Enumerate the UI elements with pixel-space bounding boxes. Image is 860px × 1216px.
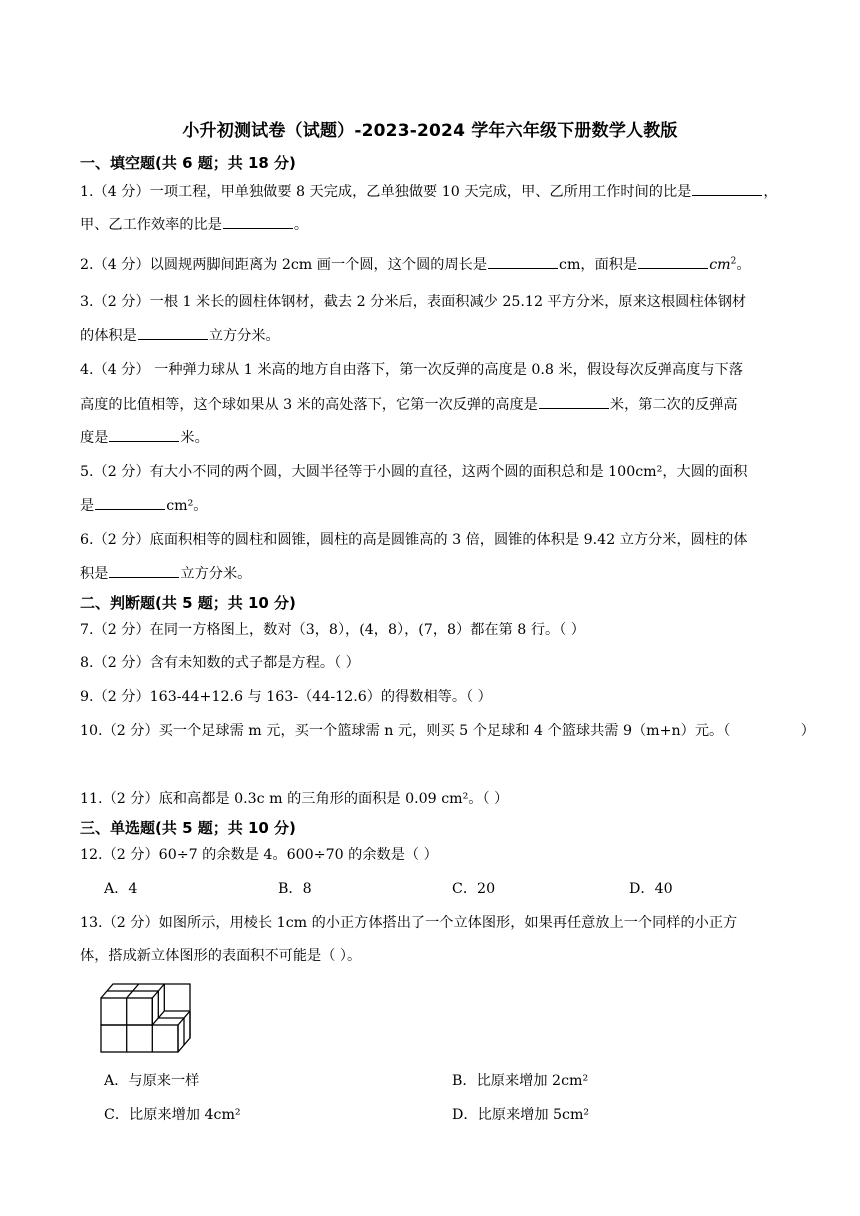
page-title: 小升初测试卷（试题）-2023-2024 学年六年级下册数学人教版 (182, 121, 678, 141)
question-13-line-2: 体，搭成新立体图形的表面积不可能是（ ）。 (80, 948, 362, 964)
option-d[interactable]: D．比原来增加 5cm² (452, 1107, 590, 1123)
question-6-end: 立方分米。 (180, 566, 252, 582)
punct: 。 (736, 257, 751, 273)
punct: 。 (293, 217, 309, 233)
question-3-text-2: 的体积是 (80, 328, 137, 344)
option-a[interactable]: A．4 (104, 881, 138, 897)
question-2 (80, 254, 815, 275)
answer-blank[interactable] (539, 394, 609, 409)
unit-sup: 2 (730, 256, 737, 267)
unit-cm: cm (709, 257, 731, 273)
question-1-line-2 (80, 214, 815, 235)
answer-blank[interactable] (223, 214, 293, 229)
question-4-mid: 米，第二次的反弹高 (609, 397, 738, 413)
question-3-end: 立方分米。 (208, 328, 280, 344)
figure-bottom-row (101, 1025, 178, 1052)
question-9: 9.（2 分）163-44+12.6 与 163-（44-12.6）的得数相等。（ ） (80, 689, 492, 705)
question-4-line-1: 4.（4 分） 一种弹力球从 1 米高的地方自由落下，第一次反弹的高度是 0.8 米，假设每次反弹高度与下落 (80, 362, 743, 378)
question-4-line-3 (80, 427, 815, 448)
option-d[interactable]: D．40 (629, 881, 673, 897)
question-6-text-2: 积是 (80, 566, 109, 582)
question-4-text-2: 高度的比值相等，这个球如果从 3 米的高处落下，它第一次反弹的高度是 (80, 397, 538, 413)
question-4-end: 米。 (180, 430, 209, 446)
answer-blank[interactable] (109, 563, 179, 578)
question-1-text: 1.（4 分）一项工程，甲单独做要 8 天完成，乙单独做要 10 天完成，甲、乙所用工作时间的比是 (80, 184, 692, 200)
section-multiple-choice: 三、单选题(共 5 题；共 10 分) (80, 819, 296, 837)
answer-blank[interactable] (95, 495, 165, 510)
question-11: 11.（2 分）底和高都是 0.3c m 的三角形的面积是 0.09 cm²。（ ） (80, 791, 509, 807)
question-7: 7.（2 分）在同一方格图上，数对（3，8），(4，8），(7，8）都在第 8 行。（ ） (80, 622, 585, 638)
question-5-line-2 (80, 495, 815, 516)
answer-blank[interactable] (638, 254, 708, 269)
question-1-text-2: 甲、乙工作效率的比是 (80, 217, 222, 233)
question-10-end: ） (800, 723, 815, 739)
answer-blank[interactable] (692, 181, 762, 196)
question-10-text: 10.（2 分）买一个足球需 m 元，买一个篮球需 n 元，则买 5 个足球和 4 个篮球共需 9（m+n）元。（ (80, 723, 731, 739)
question-3-line-1: 3.（2 分）一根 1 米长的圆柱体钢材，截去 2 分米后，表面积减少 25.12 平方分米，原来这根圆柱体钢材 (80, 294, 747, 310)
option-a[interactable]: A．与原来一样 (104, 1073, 200, 1089)
question-5-line-1: 5.（2 分）有大小不同的两个圆，大圆半径等于小圆的直径，这两个圆的面积总和是 100cm²，大圆的面积 (80, 464, 748, 480)
answer-blank[interactable] (109, 427, 179, 442)
section-true-false: 二、判断题(共 5 题；共 10 分) (80, 594, 296, 612)
question-4-line-2 (80, 394, 815, 415)
answer-blank[interactable] (138, 325, 208, 340)
question-1-line-1 (80, 181, 815, 202)
question-6-line-1: 6.（2 分）底面积相等的圆柱和圆锥，圆柱的高是圆锥高的 3 倍，圆锥的体积是 9.42 立方分米，圆柱的体 (80, 532, 748, 548)
option-c[interactable]: C．比原来增加 4cm² (104, 1107, 241, 1123)
question-12: 12.（2 分）60÷7 的余数是 4。600÷70 的余数是（ ） (80, 847, 438, 863)
question-5-text-2: 是 (80, 498, 95, 514)
section-fill-in: 一、填空题(共 6 题；共 18 分) (80, 154, 296, 172)
question-2-mid: cm，面积是 (559, 257, 638, 273)
question-5-end: cm²。 (166, 498, 208, 514)
option-b[interactable]: B．比原来增加 2cm² (452, 1073, 589, 1089)
answer-blank[interactable] (488, 254, 558, 269)
option-c[interactable]: C．20 (452, 881, 496, 897)
question-6-line-2 (80, 563, 815, 584)
option-b[interactable]: B．8 (278, 881, 312, 897)
question-13-line-1: 13.（2 分）如图所示，用棱长 1cm 的小正方体搭出了一个立体图形，如果再任意放上一个同样的小正方 (80, 915, 738, 931)
question-3-line-2 (80, 325, 815, 346)
question-8: 8.（2 分）含有未知数的式子都是方程。（ ） (80, 655, 360, 671)
question-4-text-3: 度是 (80, 430, 109, 446)
question-10 (80, 721, 815, 741)
punct: ， (763, 184, 778, 200)
question-2-text: 2.（4 分）以圆规两脚间距离为 2cm 画一个圆，这个圆的周长是 (80, 257, 488, 273)
cube-figure (98, 978, 214, 1058)
